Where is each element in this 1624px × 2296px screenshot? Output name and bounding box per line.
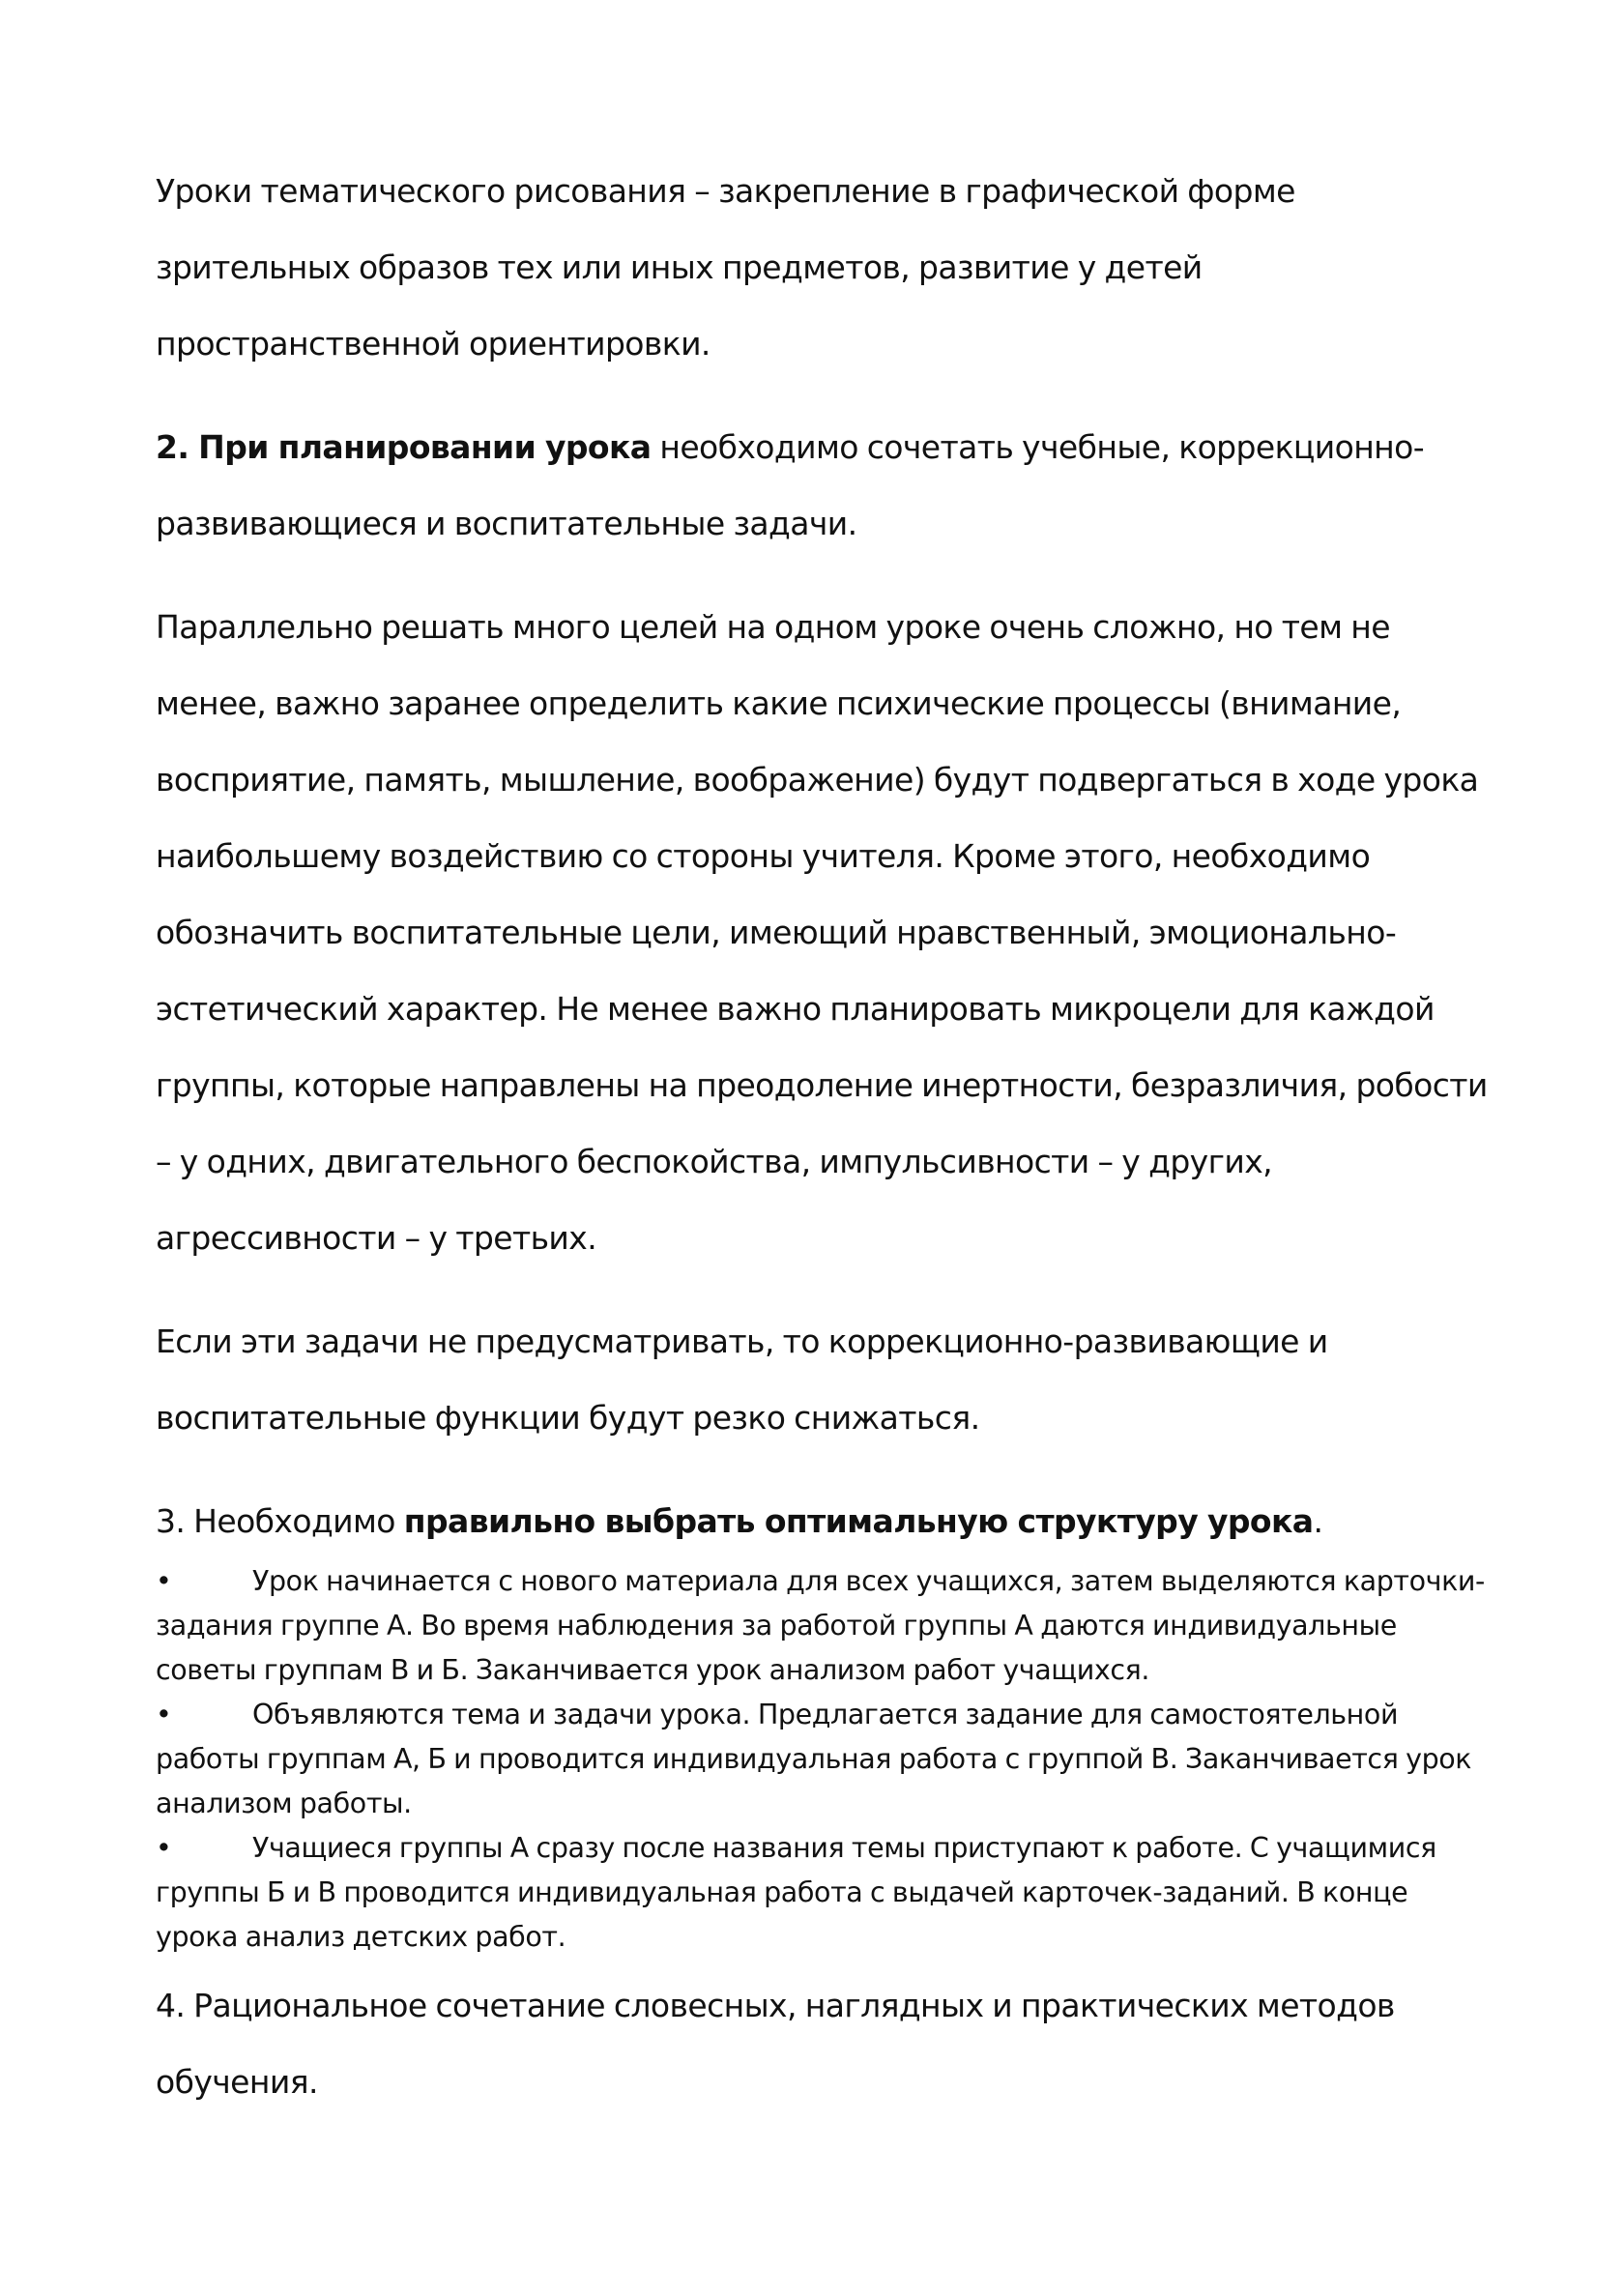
bullet-icon: • xyxy=(156,1699,172,1730)
list-item-text: Объявляются тема и задачи урока. Предлагается задание для самостоятельной работы группам А, Б и проводится индивидуальная работа с группой В. Заканчивается урок анализом работы. xyxy=(156,1699,1472,1819)
heading-lesson-planning: 2. При планировании урока xyxy=(156,428,652,466)
list-item xyxy=(156,1826,1490,1960)
paragraph-parallel-goals: Параллельно решать много целей на одном уроке очень сложно, но тем не менее, важно заранее определить какие психические процессы (внимание, восприятие, память, мышление, воображение) будут подвергаться в ходе урока наибольшему воздействию со стороны учителя. Кроме этого, необходимо обозначить воспитательные цели, имеющий нравственный, эмоционально-эстетический характер. Не менее важно планировать микроцели для каждой группы, которые направлены на преодоление инертности, безразличия, робости – у одних, двигательного беспокойства, импульсивности – у других, агрессивности – у третьих. xyxy=(156,608,1488,1257)
list-item xyxy=(156,1559,1490,1693)
paragraph-teaching-methods: 4. Рациональное сочетание словесных, наглядных и практических методов обучения. xyxy=(156,1987,1395,2101)
paragraph-thematic-drawing: Уроки тематического рисования – закрепление в графической форме зрительных образов тех или иных предметов, развитие у детей пространственной ориентировки. xyxy=(156,172,1295,363)
paragraph-lesson-structure-post: . xyxy=(1313,1502,1323,1540)
list-item xyxy=(156,1693,1490,1826)
document-page xyxy=(156,153,1490,2120)
paragraph-lesson-structure xyxy=(156,1483,1490,1559)
paragraph-tasks-warning: Если эти задачи не предусматривать, то коррекционно-развивающие и воспитательные функции будут резко снижаться. xyxy=(156,1322,1328,1437)
bullet-icon: • xyxy=(156,1832,172,1864)
paragraph-lesson-structure-pre: 3. Необходимо xyxy=(156,1502,404,1540)
structure-variants-list xyxy=(156,1559,1490,1960)
list-item-text: Урок начинается с нового материала для всех учащихся, затем выделяются карточки-задания группе А. Во время наблюдения за работой группы А даются индивидуальные советы группам В и Б. Заканчивается урок анализом работ учащихся. xyxy=(156,1565,1485,1686)
paragraph-lesson-planning xyxy=(156,409,1490,562)
paragraph-lesson-planning-text: необходимо сочетать учебные, коррекционно-развивающиеся и воспитательные задачи. xyxy=(156,428,1425,542)
list-item-text: Учащиеся группы А сразу после названия темы приступают к работе. С учащимися группы Б и В проводится индивидуальная работа с выдачей карточек-заданий. В конце урока анализ детских работ. xyxy=(156,1832,1436,1953)
heading-lesson-structure: правильно выбрать оптимальную структуру урока xyxy=(403,1502,1314,1540)
bullet-icon: • xyxy=(156,1565,172,1597)
